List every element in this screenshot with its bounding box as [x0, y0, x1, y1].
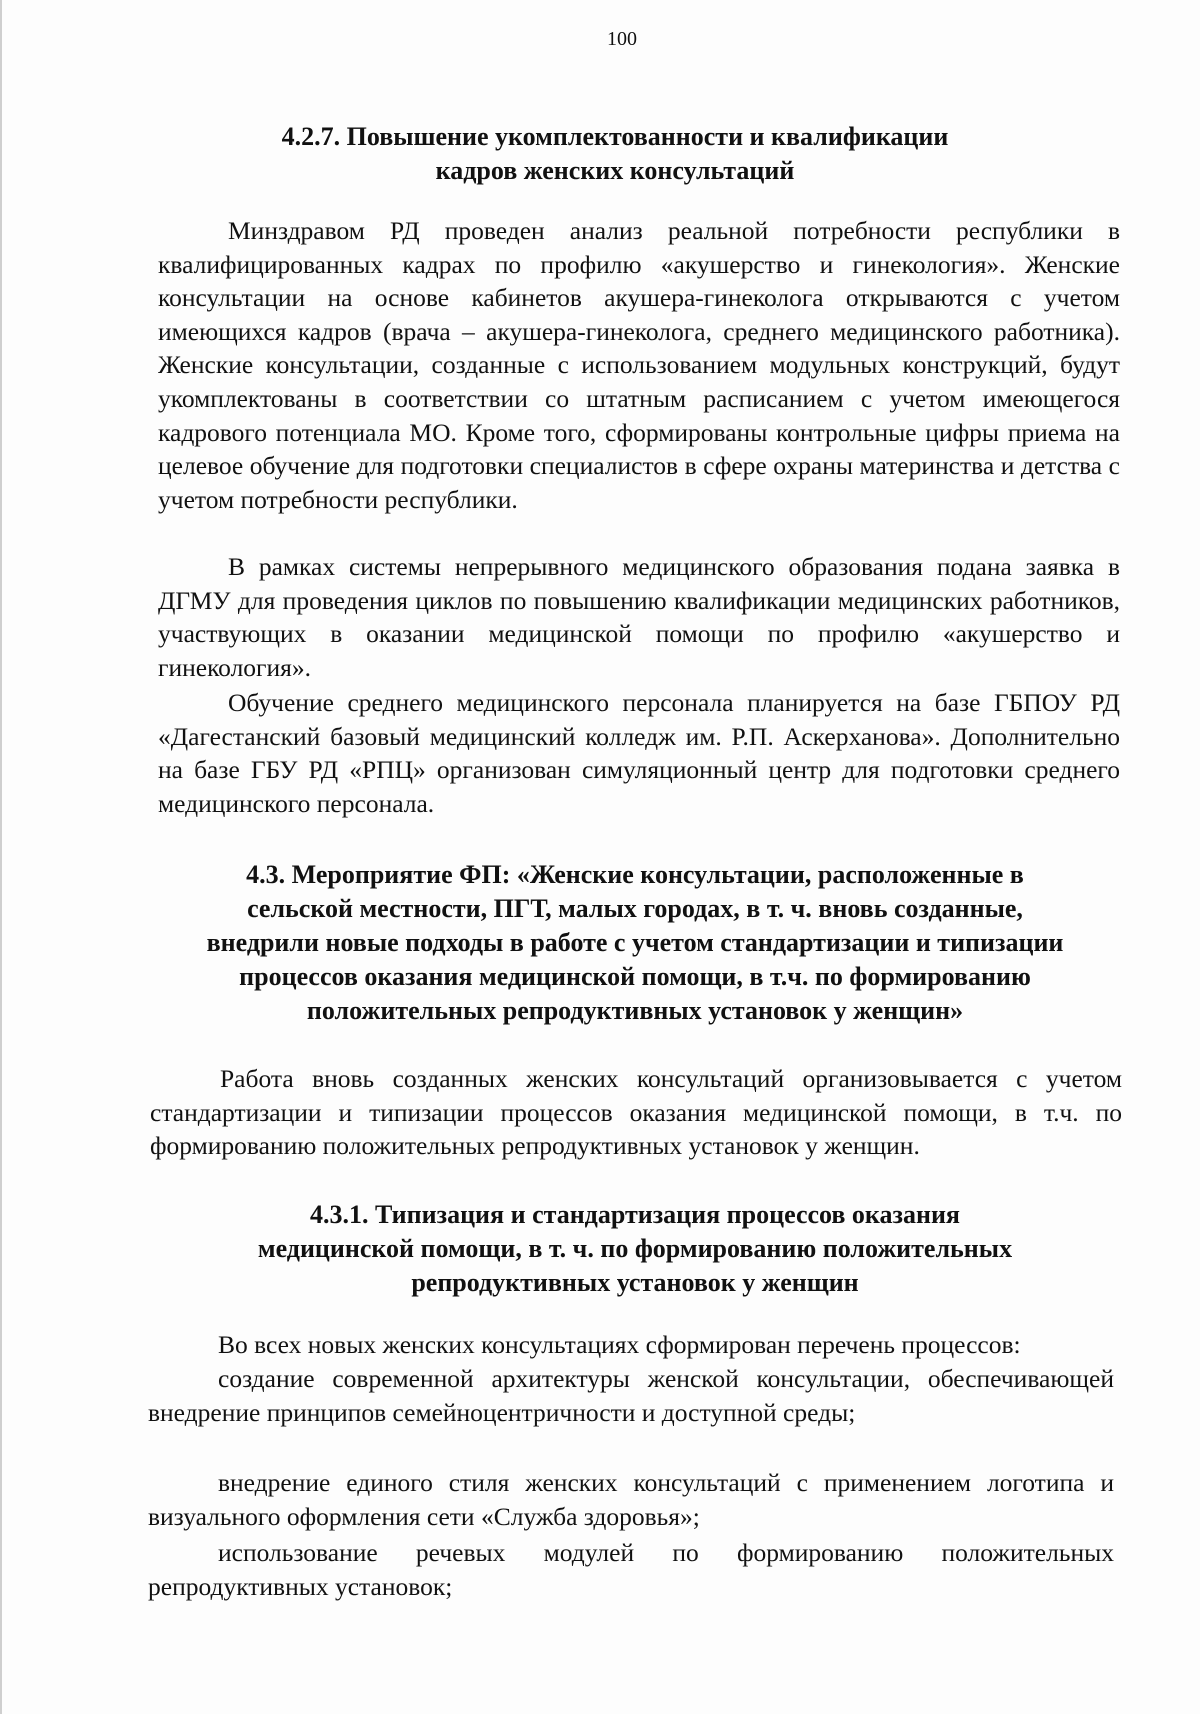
heading-line: процессов оказания медицинской помощи, в т.ч. по формированию [239, 962, 1031, 991]
heading-line: сельской местности, ПГТ, малых городах, в т. ч. вновь созданные, [247, 894, 1023, 923]
section-431-heading [170, 1198, 1100, 1300]
section-427-heading [140, 120, 1090, 188]
heading-line: кадров женских консультаций [435, 156, 795, 185]
heading-line: 4.3.1. Типизация и стандартизация процессов оказания [309, 1200, 960, 1229]
heading-line: медицинской помощи, в т. ч. по формированию положительных [257, 1234, 1013, 1263]
section-431-paragraph-2: создание современной архитектуры женской консультации, обеспечивающей внедрение принципов семейноцентричности и доступной среды; [148, 1364, 1114, 1427]
heading-line: 4.3. Мероприятие ФП: «Женские консультации, расположенные в [246, 860, 1024, 889]
heading-line: положительных репродуктивных установок у женщин» [306, 996, 964, 1025]
section-43-heading [150, 858, 1120, 1028]
section-431-paragraph-3: внедрение единого стиля женских консультаций с применением логотипа и визуального оформления сети «Служба здоровья»; [148, 1468, 1114, 1531]
section-427-paragraph-3: Обучение среднего медицинского персонала планируется на базе ГБПОУ РД «Дагестанский базовый медицинский колледж им. Р.П. Аскерханова». Дополнительно на базе ГБУ РД «РПЦ» организован симуляционный центр для подготовки среднего медицинского персонала. [158, 688, 1120, 818]
page-edge [0, 0, 2, 1714]
heading-line: 4.2.7. Повышение укомплектованности и квалификации [281, 122, 949, 151]
page-number: 100 [607, 28, 637, 50]
section-427-paragraph-1: Минздравом РД проведен анализ реальной потребности республики в квалифицированных кадрах по профилю «акушерство и гинекология». Женские консультации на основе кабинетов акушера-гинеколога открываются с учетом имеющихся кадров (врача – акушера-гинеколога, среднего медицинского работника). Женские консультации, созданные с использованием модульных конструкций, будут укомплектованы в соответствии со штатным расписанием с учетом имеющегося кадрового потенциала МО. Кроме того, сформированы контрольные цифры приема на целевое обучение для подготовки специалистов в сфере охраны материнства и детства с учетом потребности республики. [158, 216, 1120, 514]
section-43-paragraph-1: Работа вновь созданных женских консультаций организовывается с учетом стандартизации и типизации процессов оказания медицинской помощи, в т.ч. по формированию положительных репродуктивных установок у женщин. [150, 1064, 1122, 1161]
section-427-paragraph-2: В рамках системы непрерывного медицинского образования подана заявка в ДГМУ для проведения циклов по повышению квалификации медицинских работников, участвующих в оказании медицинской помощи по профилю «акушерство и гинекология». [158, 552, 1120, 682]
heading-line: репродуктивных установок у женщин [411, 1268, 859, 1297]
section-431-paragraph-1: Во всех новых женских консультациях сформирован перечень процессов: [218, 1330, 1021, 1359]
section-431-paragraph-4: использование речевых модулей по формированию положительных репродуктивных установок; [148, 1538, 1114, 1601]
heading-line: внедрили новые подходы в работе с учетом стандартизации и типизации [206, 928, 1064, 957]
